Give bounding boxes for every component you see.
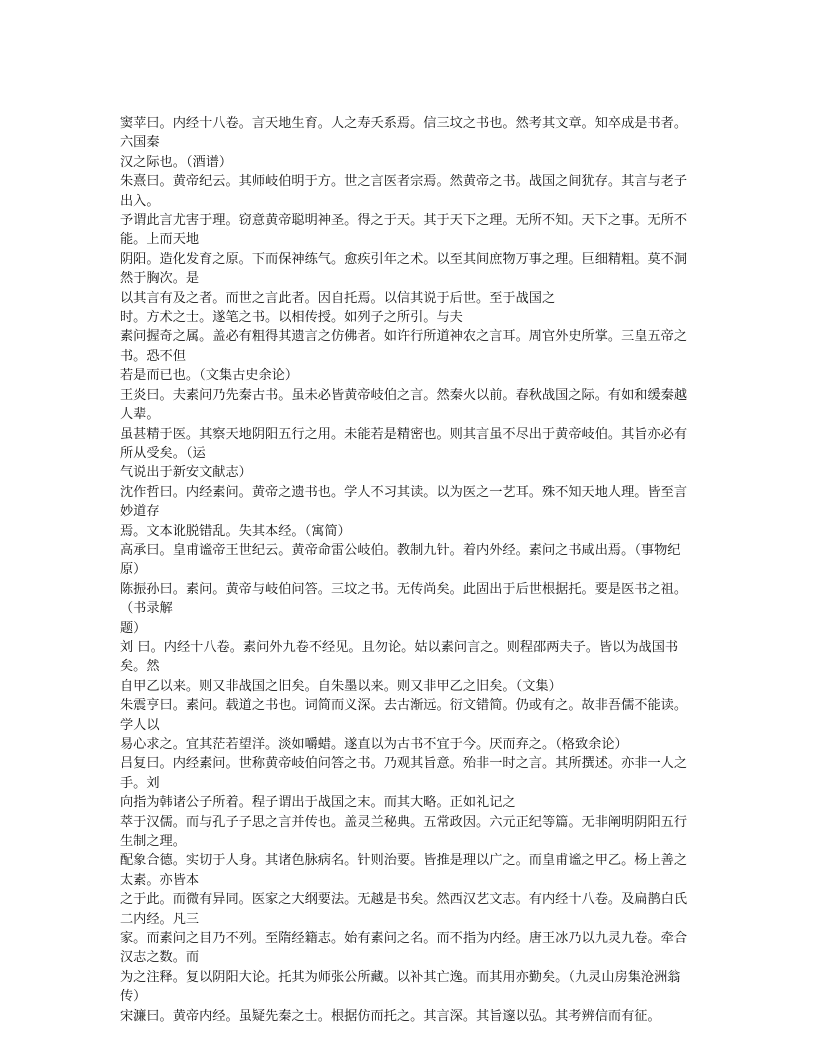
text-line: 陈振孙曰。素问。黄帝与岐伯问答。三坟之书。无传尚矣。此固出于后世根据托。要是医书之祖。（书录解 <box>120 581 688 617</box>
text-line: 题） <box>120 620 147 636</box>
text-line: 汉之际也。（酒谱） <box>120 154 233 170</box>
text-line: 宋濂曰。黄帝内经。虽疑先秦之士。根据仿而托之。其言深。其旨邃以弘。其考辨信而有征。 <box>120 1008 661 1024</box>
text-line: 自甲乙以来。则又非战国之旧矣。自朱墨以来。则又非甲乙之旧矣。（文集） <box>120 678 562 694</box>
text-line: 王炎曰。夫素问乃先秦古书。虽未必皆黄帝岐伯之言。然秦火以前。春秋战国之际。有如和缓秦越人辈。 <box>120 387 688 423</box>
text-line: 高承曰。皇甫谧帝王世纪云。黄帝命雷公岐伯。教制九针。着内外经。素问之书咸出焉。（事物纪原） <box>120 542 681 578</box>
text-line: 易心求之。宜其茫若望洋。淡如嚼蜡。遂直以为古书不宜于今。厌而弃之。（格致余论） <box>120 737 628 752</box>
document-body <box>120 114 698 1026</box>
text-line: 素问握奇之属。盖必有粗得其遗言之仿佛者。如许行所道神农之言耳。周官外史所掌。三皇五帝之书。恐不但 <box>120 329 688 364</box>
text-line: 沈作哲曰。内经素问。黄帝之遗书也。学人不习其读。以为医之一艺耳。殊不知天地人理。皆至言妙道存 <box>120 484 688 520</box>
text-line: 气说出于新安文献志） <box>120 465 252 481</box>
text-line: 朱震亨曰。素问。载道之书也。词简而义深。去古渐远。衍文错简。仍或有之。故非吾儒不能读。学人以 <box>120 698 688 733</box>
text-line: 以其言有及之者。而世之言此者。因自托焉。以信其说于后世。至于战国之 <box>120 290 556 306</box>
text-line: 之于此。而微有异同。医家之大纲要法。无越是书矣。然西汉艺文志。有内经十八卷。及扁鹊白氏二内经。凡三 <box>120 892 688 927</box>
text-line: 时。方术之士。遂笔之书。以相传授。如列子之所引。与夫 <box>120 310 463 326</box>
text-line: 家。而素问之目乃不列。至隋经籍志。始有素问之名。而不指为内经。唐王冰乃以九灵九卷。牵合汉志之数。而 <box>120 931 688 966</box>
text-line: 若是而已也。（文集古史余论） <box>120 368 299 384</box>
text-line: 虽甚精于医。其察天地阴阳五行之用。未能若是精密也。则其言虽不尽出于黄帝岐伯。其旨亦必有所从受矣。（运 <box>120 426 688 461</box>
text-line: 为之注释。复以阴阳大论。托其为师张公所藏。以补其亡逸。而其用亦勤矣。（九灵山房集沧洲翁传） <box>120 969 681 1005</box>
text-line: 向指为韩诸公子所着。程子谓出于战国之末。而其大略。正如礼记之 <box>120 795 516 811</box>
text-line: 阴阳。造化发育之原。下而保神练气。愈疾引年之术。以至其间庶物万事之理。巨细精粗。莫不洞然于胸次。是 <box>120 251 688 287</box>
text-line: 朱熹曰。黄帝纪云。其师岐伯明于方。世之言医者宗焉。然黄帝之书。战国之间犹存。其言与老子出入。 <box>120 174 688 209</box>
text-line: 窦苹曰。内经十八卷。言天地生育。人之寿夭系焉。信三坟之书也。然考其文章。知卒成是书者。六国秦 <box>120 116 688 151</box>
text-line: 萃于汉儒。而与孔子子思之言并传也。盖灵兰秘典。五常政因。六元正纪等篇。无非阐明阴阳五行生制之理。 <box>120 814 688 850</box>
text-line: 焉。文本讹脱错乱。失其本经。（寓简） <box>120 523 351 539</box>
text-line: 吕复曰。内经素问。世称黄帝岐伯问答之书。乃观其旨意。殆非一时之言。其所撰述。亦非一人之手。刘 <box>120 756 688 791</box>
text-line: 配象合德。实切于人身。其诸色脉病名。针则治要。皆推是理以广之。而皇甫谧之甲乙。杨上善之太素。亦皆本 <box>120 853 688 888</box>
text-line: 刘 曰。内经十八卷。素问外九卷不经见。且勿论。姑以素问言之。则程邵两夫子。皆以为战国书矣。然 <box>120 639 679 675</box>
text-line: 予谓此言尤害于理。窃意黄帝聪明神圣。得之于天。其于天下之理。无所不知。天下之事。无所不能。上而天地 <box>120 213 688 248</box>
